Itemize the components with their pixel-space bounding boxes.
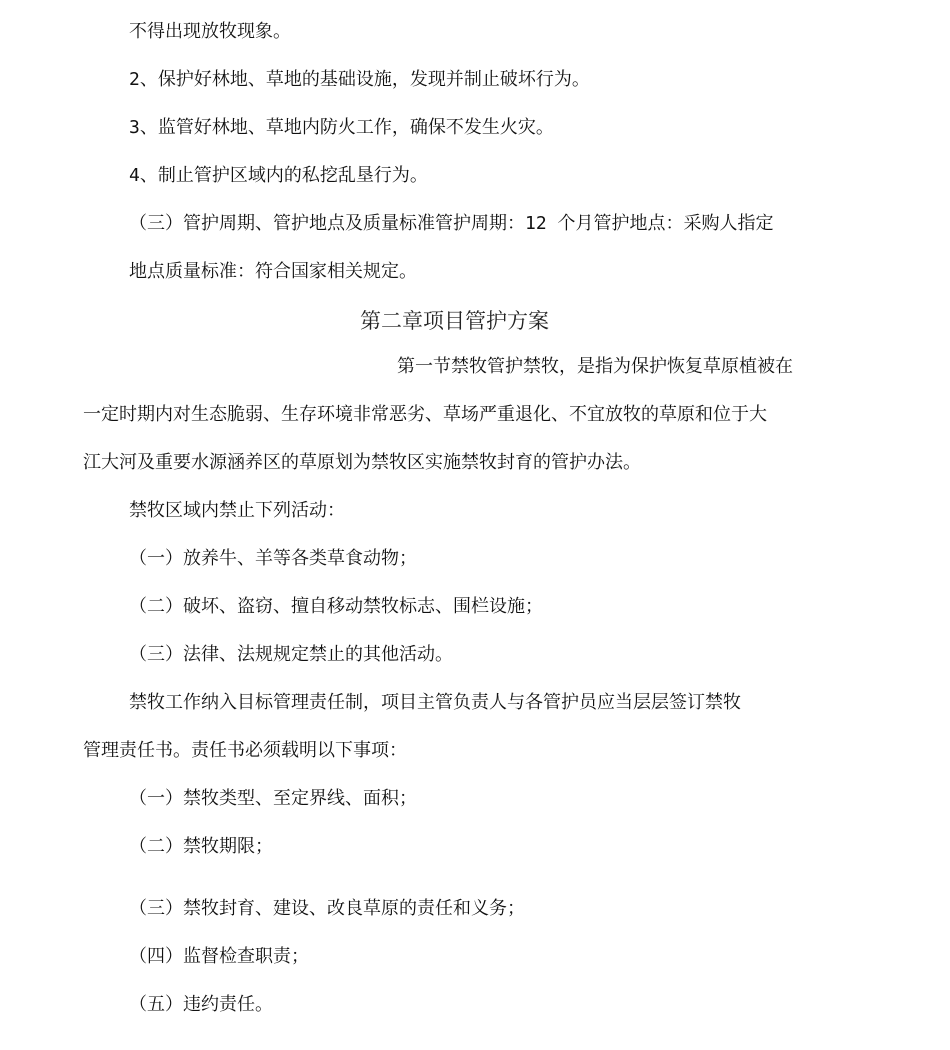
list-item: （三）禁牧封育、建设、改良草原的责任和义务； [129,898,525,919]
paragraph-line: 不得出现放牧现象。 [129,21,291,42]
paragraph-line: 禁牧工作纳入目标管理责任制，项目主管负责人与各管护员应当层层签订禁牧 [129,692,741,713]
paragraph-line: 管理责任书。责任书必须载明以下事项： [83,740,407,761]
chapter-heading: 第二章项目管护方案 [360,309,549,333]
paragraph-line: 4、制止管护区域内的私挖乱垦行为。 [129,165,428,186]
list-item: （二）禁牧期限； [129,836,273,857]
list-item: （三）法律、法规规定禁止的其他活动。 [129,644,453,665]
paragraph-line: 禁牧区域内禁止下列活动： [129,500,345,521]
list-item: （五）违约责任。 [129,994,273,1015]
paragraph-line: 地点质量标准：符合国家相关规定。 [129,261,417,282]
list-item: （二）破坏、盗窃、擅自移动禁牧标志、围栏设施； [129,596,543,617]
paragraph-line: 3、监管好林地、草地内防火工作，确保不发生火灾。 [129,117,554,138]
section-line: 第一节禁牧管护禁牧，是指为保护恢复草原植被在 [397,356,793,377]
list-item: （一）禁牧类型、至定界线、面积； [129,788,417,809]
paragraph-line: （三）管护周期、管护地点及质量标准管护周期：12 个月管护地点：采购人指定 [129,213,774,234]
paragraph-line: 一定时期内对生态脆弱、生存环境非常恶劣、草场严重退化、不宜放牧的草原和位于大 [83,404,767,425]
list-item: （四）监督检查职责； [129,946,309,967]
list-item: （一）放养牛、羊等各类草食动物； [129,548,417,569]
paragraph-line: 2、保护好林地、草地的基础设施，发现并制止破坏行为。 [129,69,590,90]
paragraph-line: 江大河及重要水源涵养区的草原划为禁牧区实施禁牧封育的管护办法。 [83,452,641,473]
